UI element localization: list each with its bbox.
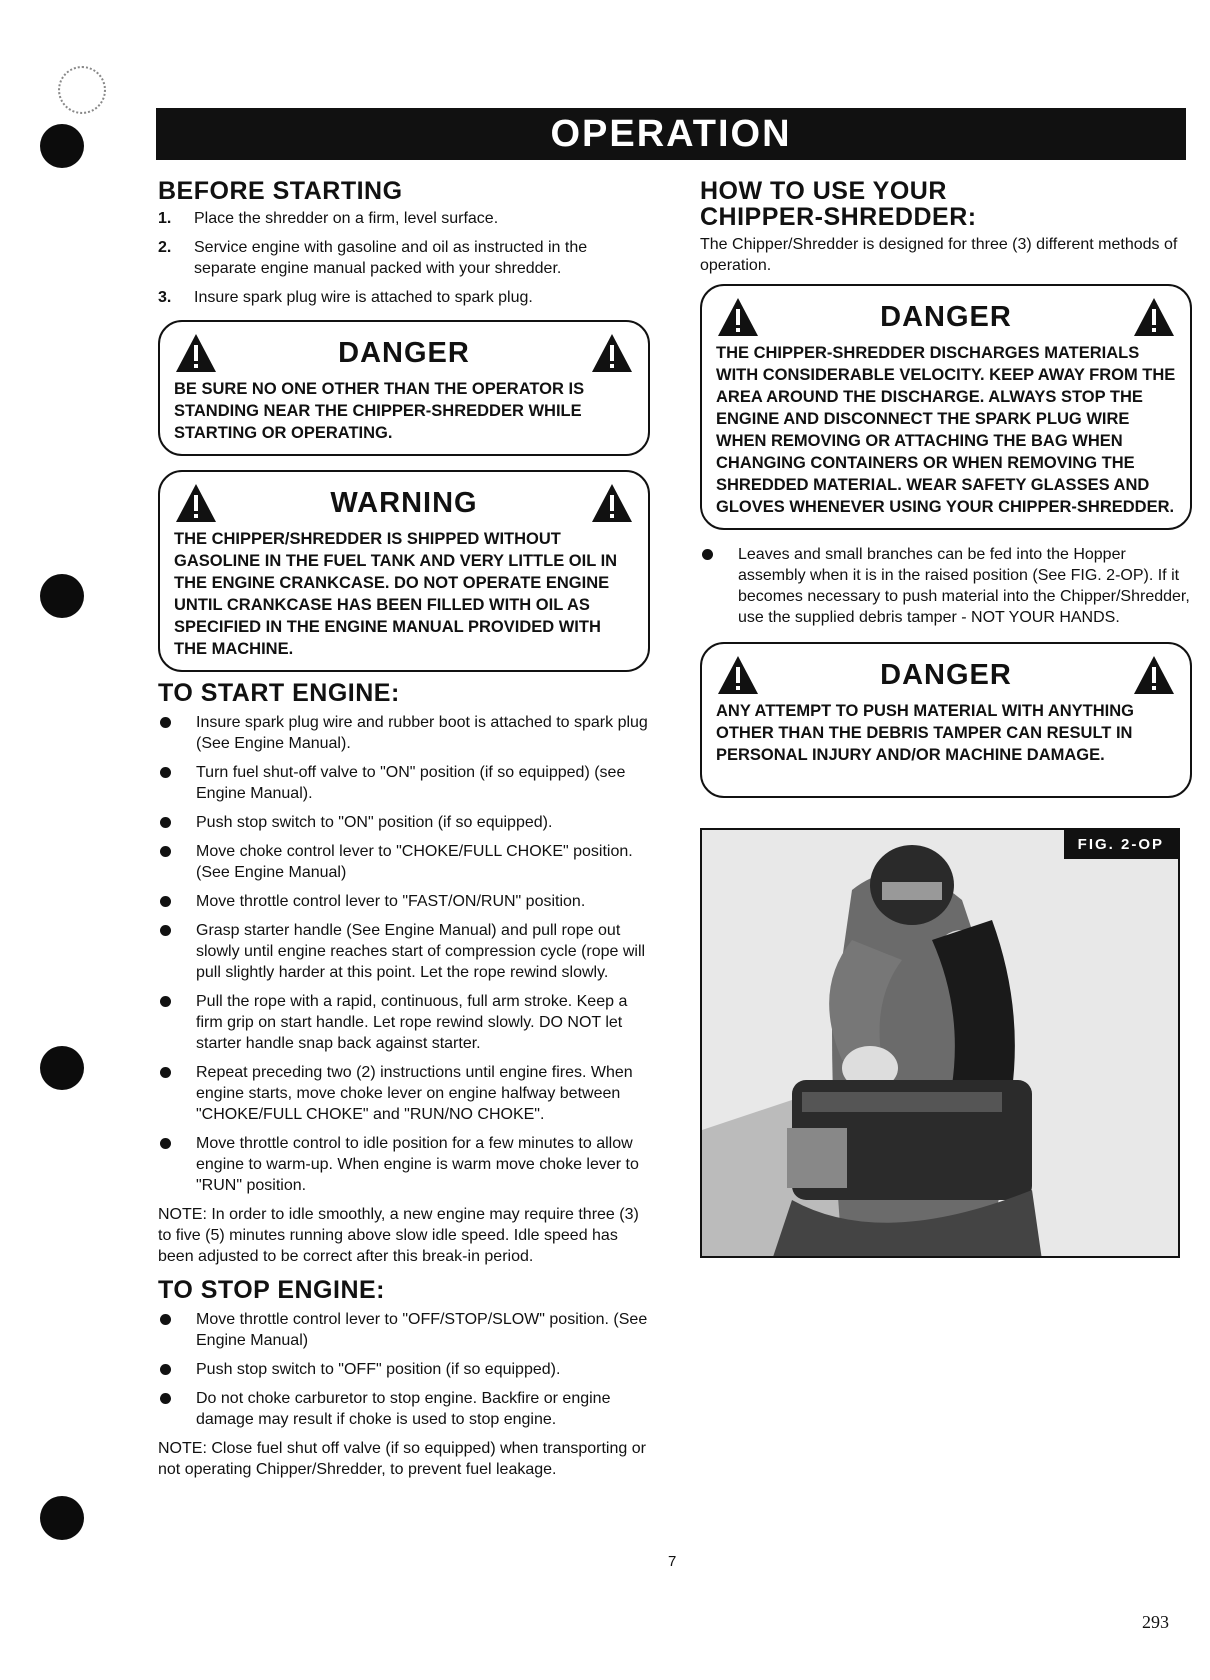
- list-item: Push stop switch to "ON" position (if so equipped).: [158, 812, 650, 833]
- warning-triangle-icon: [174, 332, 218, 374]
- list-item: Leaves and small branches can be fed into the Hopper assembly when it is in the raised position (See FIG. 2-OP). If it becomes necessary to push material into the Chipper/Shredder, use the supplied debris tamper - NOT YOUR HANDS.: [700, 544, 1192, 628]
- list-item: Move choke control lever to "CHOKE/FULL CHOKE" position. (See Engine Manual): [158, 841, 650, 883]
- list-item: Push stop switch to "OFF" position (if so equipped).: [158, 1359, 650, 1380]
- left-column: [158, 178, 650, 1480]
- warning-triangle-icon: [716, 654, 760, 696]
- warning-box-fuel: [158, 470, 650, 672]
- hopper-list: [700, 544, 1192, 628]
- list-item: Insure spark plug wire and rubber boot is attached to spark plug (See Engine Manual).: [158, 712, 650, 754]
- section-banner: OPERATION: [156, 108, 1186, 160]
- list-item: Move throttle control lever to "OFF/STOP/SLOW" position. (See Engine Manual): [158, 1309, 650, 1351]
- warning-triangle-icon: [1132, 654, 1176, 696]
- punch-hole: [40, 1046, 84, 1090]
- stop-engine-list: [158, 1309, 650, 1430]
- before-starting-heading: BEFORE STARTING: [158, 177, 403, 205]
- punch-hole: [40, 574, 84, 618]
- list-item: Do not choke carburetor to stop engine. Backfire or engine damage may result if choke is used to stop engine.: [158, 1388, 650, 1430]
- list-item: Repeat preceding two (2) instructions until engine fires. When engine starts, move choke lever on engine halfway between "CHOKE/FULL CHOKE" and "RUN/NO CHOKE".: [158, 1062, 650, 1125]
- list-item: Move throttle control lever to "FAST/ON/RUN" position.: [158, 891, 650, 912]
- scan-number: 293: [1142, 1612, 1169, 1632]
- danger-box-tamper: [700, 642, 1192, 798]
- page-number: 7: [668, 1553, 677, 1570]
- danger-text: THE CHIPPER-SHREDDER DISCHARGES MATERIALS WITH CONSIDERABLE VELOCITY. KEEP AWAY FROM THE AREA AROUND THE DISCHARGE. ALWAYS STOP THE ENGINE AND DISCONNECT THE SPARK PLUG WIRE WHEN REMOVING OR ATTACHING THE BAG WHEN CHANGING CONTAINERS OR WHEN REMOVING THE SHREDDED MATERIAL. WEAR SAFETY GLASSES AND GLOVES WHENEVER USING YOUR CHIPPER-SHREDDER.: [716, 344, 1176, 516]
- step-item: 3. Insure spark plug wire is attached to spark plug.: [158, 289, 533, 306]
- punch-hole: [40, 124, 84, 168]
- right-column: [700, 178, 1192, 1258]
- warning-triangle-icon: [716, 296, 760, 338]
- operator-feeding-shredder-illustration: [702, 830, 1180, 1258]
- stop-engine-heading: TO STOP ENGINE:: [158, 1276, 385, 1304]
- list-item: Pull the rope with a rapid, continuous, full arm stroke. Keep a firm grip on start handle. Let rope rewind slowly. DO NOT let starter handle snap back against starter.: [158, 991, 650, 1054]
- list-item: Grasp starter handle (See Engine Manual) and pull rope out slowly until engine reaches start of compression cycle (rope will pull slightly harder at this point. Let the rope rewind slowly.: [158, 920, 650, 983]
- start-engine-list: [158, 712, 650, 1196]
- danger-text: ANY ATTEMPT TO PUSH MATERIAL WITH ANYTHING OTHER THAN THE DEBRIS TAMPER CAN RESULT IN PERSONAL INJURY AND/OR MACHINE DAMAGE.: [716, 702, 1134, 764]
- start-engine-note: NOTE: In order to idle smoothly, a new engine may require three (3) to five (5) minutes running above slow idle speed. Idle speed has been adjusted to be correct after this break-in period.: [158, 1206, 639, 1265]
- warning-triangle-icon: [590, 482, 634, 524]
- warning-triangle-icon: [174, 482, 218, 524]
- how-to-use-heading: HOW TO USE YOUR CHIPPER-SHREDDER:: [700, 177, 977, 231]
- danger-title: DANGER: [338, 336, 470, 369]
- how-to-use-intro: The Chipper/Shredder is designed for three (3) different methods of operation.: [700, 236, 1178, 274]
- warning-triangle-icon: [590, 332, 634, 374]
- list-item: Move throttle control to idle position for a few minutes to allow engine to warm-up. When engine is warm move choke lever to "RUN" position.: [158, 1133, 650, 1196]
- warning-title: WARNING: [330, 486, 478, 519]
- danger-title: DANGER: [880, 658, 1012, 691]
- step-item: 2. Service engine with gasoline and oil as instructed in the separate engine manual packed with your shredder.: [158, 239, 588, 277]
- list-item: Turn fuel shut-off valve to "ON" position (if so equipped) (see Engine Manual).: [158, 762, 650, 804]
- danger-box-discharge: [700, 284, 1192, 530]
- punch-hole-ring: [58, 66, 106, 114]
- figure-label: FIG. 2-OP: [1064, 830, 1178, 859]
- stop-engine-note: NOTE: Close fuel shut off valve (if so equipped) when transporting or not operating Chipper/Shredder, to prevent fuel leakage.: [158, 1440, 646, 1478]
- figure-2-op: [700, 828, 1180, 1258]
- warning-triangle-icon: [1132, 296, 1176, 338]
- danger-box-operator: [158, 320, 650, 456]
- danger-text: BE SURE NO ONE OTHER THAN THE OPERATOR IS STANDING NEAR THE CHIPPER-SHREDDER WHILE STARTING OR OPERATING.: [174, 380, 585, 442]
- warning-text: THE CHIPPER/SHREDDER IS SHIPPED WITHOUT GASOLINE IN THE FUEL TANK AND VERY LITTLE OIL IN THE ENGINE CRANKCASE. DO NOT OPERATE ENGINE UNTIL CRANKCASE HAS BEEN FILLED WITH OIL AS SPECIFIED IN THE ENGINE MANUAL PROVIDED WITH THE MACHINE.: [174, 530, 618, 658]
- step-item: 1. Place the shredder on a firm, level surface.: [158, 210, 499, 227]
- punch-hole: [40, 1496, 84, 1540]
- before-starting-steps: [158, 208, 650, 308]
- danger-title: DANGER: [880, 300, 1012, 333]
- start-engine-heading: TO START ENGINE:: [158, 679, 400, 707]
